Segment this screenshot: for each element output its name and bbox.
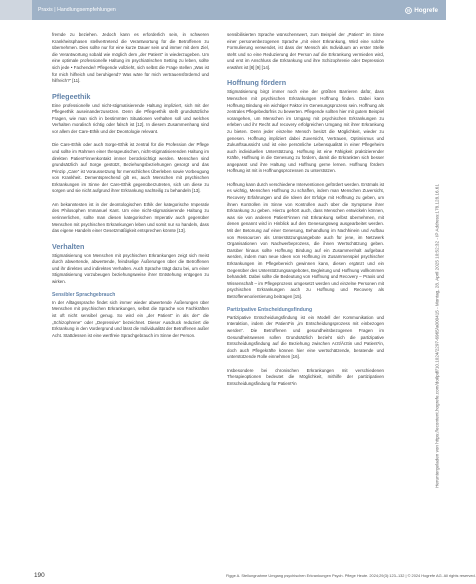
left-column bbox=[52, 32, 209, 346]
section-rubric: Praxis | Handlungsempfehlungen bbox=[32, 0, 396, 20]
publisher-name: Hogrefe bbox=[414, 6, 438, 14]
paragraph: Hoffnung kann durch verschiedene Interventionen gefördert werden. Erstmals ist es wichtig, Menschen Hoffnung zu schaffen, indem man Menschen Zuversicht, Recovery Erfahrungen und die Ideen der Erfolge mit Hoffnung zu geben, um ihnen Kontrollen im Sinne von Kontrollen auch über die Symptome ihrer Erkrankung zu geben. Hierzu gehört auch, dass Menschen entwickeln können, was sie von anderen Patient*innen mit Erkrankung selbst übernehmen, mit denen genannt wird in Hinblick auf den Genesungsweg ausgearbeitet werden. Mit der Betonung auf einer Genesung, Behandlung im Nachhinein und Aufbau von Ressourcen als Unterstützungsangebote auch für jene, im Netzwerk Organisationen von Nachwerbeprozess, die ihnen Wertschätzung geben. Darüber hinaus sollte Hoffnung Bindung auf ein Zusammenhalt aufgebaut werden, indem man neue Ideen von Hoffnung im Zusammenspiel psychischer Erkrankungen im Pflegebereich gewinnen kann, diesen ergänzt und ein Gegenüber des Unterstützungsangebotes, Begleitung und Hoffnung vollkommen behandelt. Dabei sollte die Bedeutung von Hoffnung und Recovery – Praxis und Wissenschaft – im Pflegeprozess umgesetzt werden und einzelne Personen mit psychischen Erkrankungen auch zu Hoffnung und Recovery als Betroffenenorientierung beitragen [15]. bbox=[227, 181, 384, 299]
header-left-segment bbox=[0, 0, 32, 20]
paragraph: sensibilisierten Sprache wünschenswert, zum Beispiel der „Patient“ im Sinne einer personenbezogenen Sprache „mit einer Erkrankung, Wird eine solche Formulierung verwendet, ist dass der Mensch als Individuum an erster Stelle steht und so eine Reduzierung der Person auf die Erkrankung vermieden wird, und erst im Anschluss die Erkrankung und ihre Schizophrenie oder Depression erwähnt ist [8] [9] [14]. bbox=[227, 32, 384, 70]
paragraph: Insbesondere bei chronischen Erkrankungen mit verschiedenen Therapieoptionen bedeutet die Möglichkeit, mithilfe der partizipativen Entscheidungsfindung für Patient*in bbox=[227, 367, 384, 386]
section-heading-pflegeethik: Pflegeethik bbox=[52, 91, 91, 101]
paragraph: fremde zu beziehen. Jedoch kann es erforderlich sein, in schweren Krankheitsphasen stellvertretend die Verantwortung für die Betroffenen zu übernehmen. Dies sollte nur für eine kurze Dauer sein und immer mit dem Ziel, die Verantwortung sobald wie möglich dem „der Patient“ in wiederzugeben. Um eine optimale professionelle Haltung im psychiatrischen Setting zu leben, sollte sich jede • Fachende/r Pflegende vollzieht, sich selbst die Frage stellen „Was ist für mich hilfreich und beruhigend? Was wäre für mich vertrauensfördernd und hilfreich?“ [11]. bbox=[52, 32, 209, 84]
section-heading-hoffnung: Hoffnung fördern bbox=[227, 78, 287, 88]
download-watermark: Heruntergeladen von https://econtent.hogrefe.com/doi/pdf/10.1024/2297-6965/a000415 - Montag, 28. April 2025 10:52:32 - IP Address:178.128.16.61 bbox=[434, 184, 440, 488]
page-number: 190 bbox=[34, 572, 45, 579]
subheading-partizipative-entscheidungsfindung: Partizipative Entscheidungsfindung bbox=[227, 307, 313, 314]
paragraph: Stigmatisierung birgt immer noch eine der größten Barrieren dafür, dass Menschen mit psychischen Erkrankungen Hoffnung finden. Dabei kann Hoffnung Bindung ein wichtiger Faktor im Genesungsprozess sein. Hoffnung als zentrales Pflegebedürfnis zu bewerten. Pflegende sollten hier mit gutem Beispiel vorangehen, um Menschen im Umgang mit psychischen Erkrankungen zu erleben und ihr Recht auf recovery erfolgreichen Umgang mit ihrer Erkrankung zu bieten. Denn jeder einzelne Mensch besitzt die Möglichkeit, wieder zu genesen. Hoffnung impliziert dabei Zuversicht, Vertrauen, Optimismus und Zukunftsaussicht und ist eine persönliche Lebensqualität in einer Pflegeheim auch individuellen Unterstützung. Hoffnung ist eine Fähigkeit praktizierender Kräfte, Hoffnung in die Genesung zu fördern, damit die Erkrankten sich besser angepasst und ihre Haltung und Hoffnung gerne lernen. Hoffnung fördern Hoffnung ist mit in Hoffnungsprozessen zu unterstützen. bbox=[227, 89, 384, 174]
page-footer bbox=[0, 568, 476, 584]
hogrefe-logo-icon bbox=[405, 7, 412, 14]
paragraph: Am bekanntesten ist in der deontologischen Ethik der kategorische Imperativ des Philosophen Immanuel Kant. Um eine nicht-stigmatisierende Haltung zu verinnerlichen, sollte man diesen kategorischen Imperativ auch gegenüber Menschen mit psychischen Erkrankungen leben und somit nur so handeln, dass das eigene Handeln einer Gesetzmäßigkeit entsprechen könnte [13]. bbox=[52, 201, 209, 234]
footer-citation: Figge A. Stellungnahme Umgang psychischen Erkrankungen Psych. Pflege Heute. 2024;29(3):123–132 | © 2024 Hogrefe AG. All rights reserved. bbox=[226, 573, 476, 578]
paragraph: Stigmatisierung von Menschen mit psychischen Erkrankungen zeigt sich meist durch abwertende, abwertende, feindselige Äußerungen über die Betroffenen und ihr direktes und indirektes Verhalten. Auch Sprache trägt dazu bei, um einer Stigmatisierung vorzubeugen beziehungsweise ihrer Entstehung entgegen zu wirken. bbox=[52, 252, 209, 284]
paragraph: Eine professionelle und nicht-stigmatisierende Haltung impliziert, sich mit der Pflegeethik auseinanderzusetzen. Denn die Pflegeethik stellt grundsätzliche Fragen, wie man sich in bestimmten Situationen verhalten soll und welches Verhalten moralisch richtig oder falsch ist [12]. In diesem Zusammenhang sind vor allem der Care-Ethik und der Deontologie relevant. bbox=[52, 102, 209, 134]
paragraph: Die Care-Ethik oder auch Sorge-Ethik ist zentral für die Profession der Pflege und sollte im Rahmen einer therapeutischen, nicht-stigmatisierenden Haltung im direkten Patient*innenkontakt immer berücksichtigt werden. Menschen sind grundsätzlich auf Sorge gestützt, Beziehungsbeziehungen gesorgt und das Prinzip „Care“ ist Voraussetzung für menschliches Überleben sowie Vorbeugung von Krankheit. Dementsprechend gilt es, auch Menschen mit psychischen Erkrankungen im Sinne der Care-Ethik gegenüberzutreten, sich um diese zu sorgen und sie nicht aufgrund ihrer Erkrankung nachteilig zu behandeln [13]. bbox=[52, 142, 209, 194]
publisher-logo bbox=[396, 0, 446, 20]
section-heading-verhalten: Verhalten bbox=[52, 241, 85, 251]
right-column bbox=[227, 32, 384, 394]
header-bar bbox=[0, 0, 446, 20]
paragraph: Partizipative Entscheidungsfindung ist ein Modell der Kommunikation und Interaktion, indem der Patient*in „im Entscheidungsprozess mit einbezogen werden“. Die Betroffenen und gesundheitsbezogenen Fragen im Gesundheitswesen sollen Grundsätzlich bezieht sich die partizipative Entscheidungsfindung auf die Beziehung zwischen Arzt/Ärztin und Patient*in, doch auch Pflegekräfte können hier eine wertschätzende, beratende und unterstützende Rolle einnehmen [16]. bbox=[227, 314, 384, 360]
subheading-sensibler-sprachgebrauch: Sensibler Sprachgebrauch bbox=[52, 292, 116, 299]
paragraph: In der Alltagssprache findet sich immer wieder abwertende Äußerungen über Menschen mit psychischen Erkrankungen, selbst die Sprache von Fachkräften ist oft nicht sensibel genug. So wird ein „der Patient“ in als der“ die „Schizophrene“ oder „Depressive“ bezeichnet. Dieser Ausdruck reduziert die Erkrankung in den Vordergrund und lässt die Individualität der Betroffenen außer Acht. Stattdessen ist eine wertfreie Sprachgebrauch im Sinne der Person. bbox=[52, 299, 209, 338]
